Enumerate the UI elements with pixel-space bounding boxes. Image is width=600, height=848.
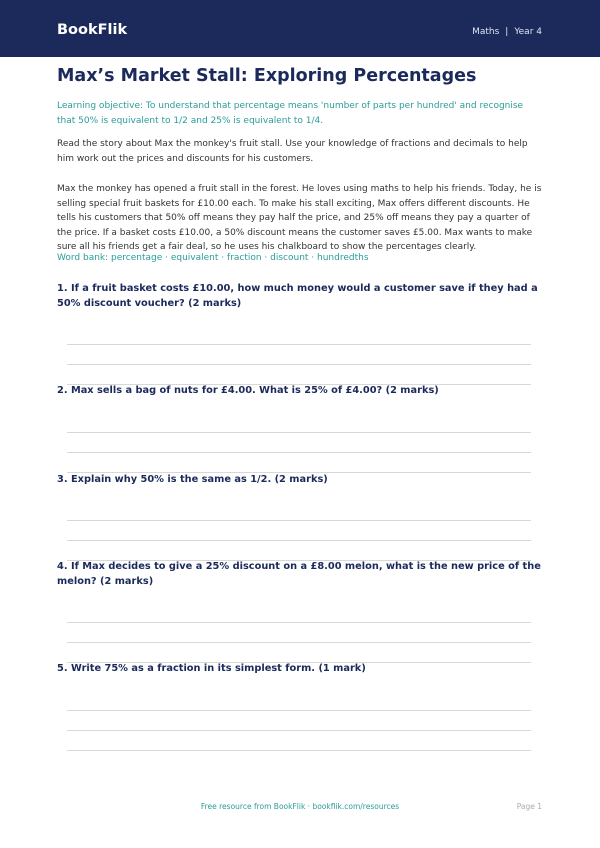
page-title: Max’s Market Stall: Exploring Percentages <box>57 66 477 86</box>
answer-line[interactable] <box>67 364 531 365</box>
word-bank: Word bank: percentage · equivalent · fraction · discount · hundredths <box>57 253 369 263</box>
answer-line[interactable] <box>67 452 531 453</box>
question-4: 4. If Max decides to give a 25% discount on a £8.00 melon, what is the new price of the melon? (2 marks) <box>57 561 541 587</box>
header-bar <box>0 0 600 57</box>
page-number: Page 1 <box>516 802 542 811</box>
year-label: Year 4 <box>514 27 542 37</box>
question-3: 3. Explain why 50% is the same as 1/2. (2 marks) <box>57 474 328 485</box>
brand-logo-text[interactable]: BookFlik <box>57 22 128 38</box>
subject-label: Maths <box>472 27 500 37</box>
story-text: Max the monkey has opened a fruit stall in the forest. He loves using maths to help his friends. Today, he is selling special fruit baskets for £10.00 each. To make his stall exciting, Max offers different discounts. He tells his customers that 50% off means they pay half the price, and 25% off means they pay a quarter of the price. If a basket costs £10.00, a 50% discount means the customer saves £5.00. Max wants to make sure all his friends get a fair deal, so he uses his chalkboard to show the percentages clearly. <box>57 184 542 252</box>
answer-line[interactable] <box>67 730 531 731</box>
answer-line[interactable] <box>67 520 531 521</box>
answer-line[interactable] <box>67 710 531 711</box>
answer-line[interactable] <box>67 622 531 623</box>
answer-line[interactable] <box>67 344 531 345</box>
question-2: 2. Max sells a bag of nuts for £4.00. What is 25% of £4.00? (2 marks) <box>57 385 439 396</box>
footer-credit[interactable]: Free resource from BookFlik · bookflik.com/resources <box>200 802 400 811</box>
meta-separator: | <box>505 27 509 37</box>
answer-line[interactable] <box>67 432 531 433</box>
question-5: 5. Write 75% as a fraction in its simplest form. (1 mark) <box>57 663 366 674</box>
answer-line[interactable] <box>67 642 531 643</box>
intro-text: Read the story about Max the monkey's fruit stall. Use your knowledge of fractions and decimals to help him work out the prices and discounts for his customers. <box>57 139 528 164</box>
answer-line[interactable] <box>67 750 531 751</box>
learning-objective: Learning objective: To understand that percentage means 'number of parts per hundred' and recognise that 50% is equivalent to 1/2 and 25% is equivalent to 1/4. <box>57 101 524 126</box>
answer-line[interactable] <box>67 540 531 541</box>
subject-year-label <box>472 27 542 37</box>
question-1: 1. If a fruit basket costs £10.00, how much money would a customer save if they had a 50% discount voucher? (2 marks) <box>57 283 538 309</box>
